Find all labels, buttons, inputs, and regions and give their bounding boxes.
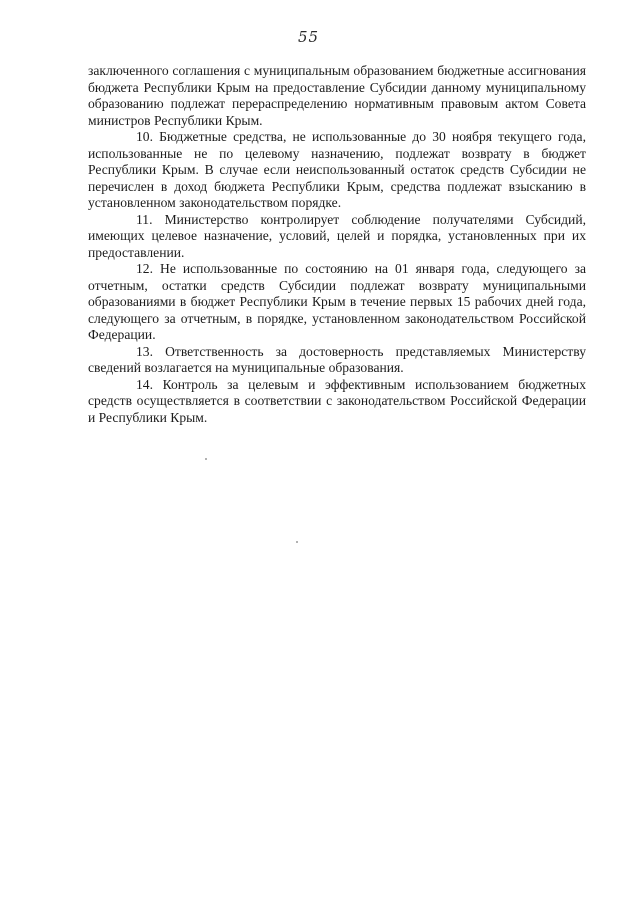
paragraph-item-11: 11. Министерство контролирует соблюдение получателями Субсидий, имеющих целевое назначение, условий, целей и порядка, установленных при их предоставлении. bbox=[88, 211, 586, 260]
paragraph-item-10: 10. Бюджетные средства, не использованные до 30 ноября текущего года, использованные не по целевому назначению, подлежат возврату в бюджет Республики Крым. В случае если неиспользованный остаток средств Субсидии не перечислен в доход бюджета Республики Крым, средства подлежат взысканию в установленном законодательством порядке. bbox=[88, 129, 586, 210]
scan-speck bbox=[205, 458, 207, 460]
document-body bbox=[88, 63, 586, 426]
paragraph-item-12: 12. Не использованные по состоянию на 01 января года, следующего за отчетным, остатки средств Субсидии подлежат возврату муниципальными образованиями в бюджет Республики Крым в течение первых 15 рабочих дней года, следующего за отчетным, в порядке, установленном законодательством Российской Федерации. bbox=[88, 261, 586, 342]
page-number: 55 bbox=[298, 28, 320, 46]
paragraph-item-13: 13. Ответственность за достоверность представляемых Министерству сведений возлагается на муниципальные образования. bbox=[88, 343, 586, 375]
paragraph-item-14: 14. Контроль за целевым и эффективным использованием бюджетных средств осуществляется в соответствии с законодательством Российской Федерации и Республики Крым. bbox=[88, 376, 586, 425]
scan-speck bbox=[296, 541, 298, 543]
paragraph-continuation: заключенного соглашения с муниципальным образованием бюджетные ассигнования бюджета Республики Крым на предоставление Субсидии данному муниципальному образованию подлежат перераспределению нормативным правовым актом Совета министров Республики Крым. bbox=[88, 63, 586, 128]
